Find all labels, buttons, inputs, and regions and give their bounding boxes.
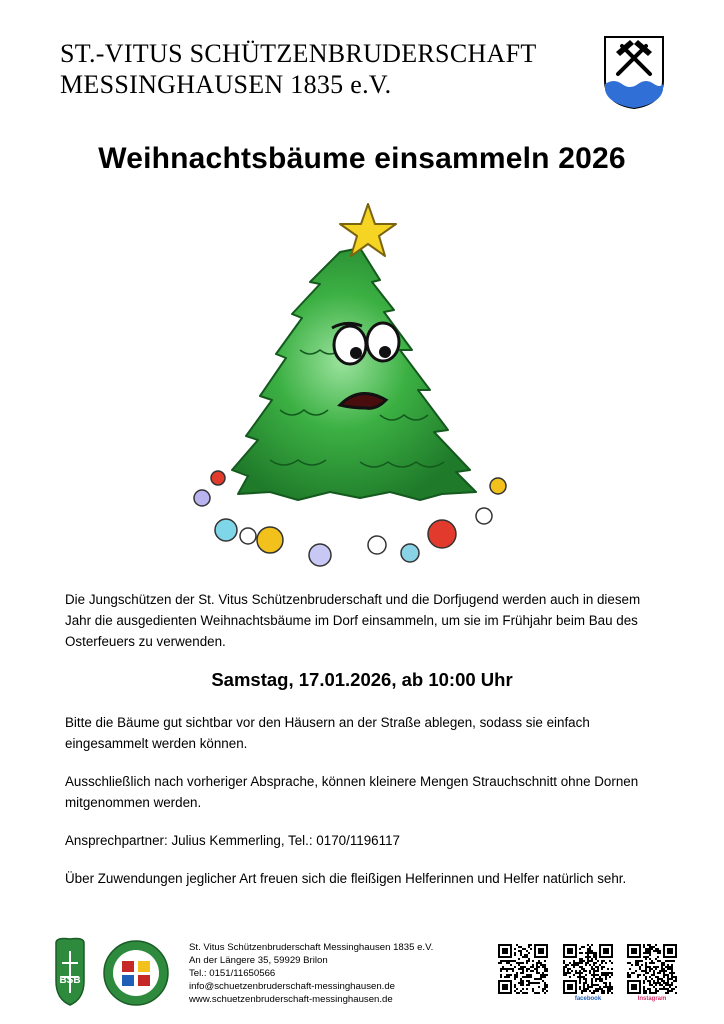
qr-code-icon[interactable] xyxy=(627,944,677,994)
shrub-cuttings-paragraph: Ausschließlich nach vorheriger Absprache, können kleinere Mengen Strauchschnitt ohne Dornen mitgenommen werden. xyxy=(65,774,639,810)
instagram-label: Instagram xyxy=(637,996,667,1002)
qr-code-icon[interactable] xyxy=(563,944,613,994)
svg-text:BSB: BSB xyxy=(59,975,81,986)
kreisschuetzenbund-logo xyxy=(104,941,168,1005)
christmas-tree-illustration xyxy=(180,200,520,580)
footer-org-name: St. Vitus Schützenbruderschaft Messinghausen 1835 e.V. xyxy=(189,942,434,953)
intro-paragraph: Die Jungschützen der St. Vitus Schützenbruderschaft und die Dorfjugend werden auch in diesem Jahr die ausgedienten Weihnachtsbäume im Dorf einsammeln, um sie im Frühjahr beim Bau des Osterfeuers zu verwenden. xyxy=(65,592,641,649)
organization-title xyxy=(60,38,537,100)
organization-title-line2: MESSINGHAUSEN 1835 e.V. xyxy=(60,70,392,99)
club-logos xyxy=(52,937,172,1007)
footer-contact xyxy=(189,941,433,1006)
bsb-shield-logo xyxy=(56,939,84,1006)
footer-website[interactable]: www.schuetzenbruderschaft-messinghausen.de xyxy=(189,994,393,1005)
event-date: Samstag, 17.01.2026, ab 10:00 Uhr xyxy=(211,669,513,690)
footer-phone: Tel.: 0151/11650566 xyxy=(189,968,276,979)
donations-paragraph: Über Zuwendungen jeglicher Art freuen sich die fleißigen Helferinnen und Helfer natürlich sehr. xyxy=(65,871,627,886)
contact-person: Ansprechpartner: Julius Kemmerling, Tel.: 0170/1196117 xyxy=(65,833,400,848)
footer-email[interactable]: info@schuetzenbruderschaft-messinghausen.de xyxy=(189,981,395,992)
page-title: Weihnachtsbäume einsammeln 2026 xyxy=(98,142,626,175)
crossed-hammers-crest-icon xyxy=(602,34,666,110)
qr-code-icon[interactable] xyxy=(498,944,548,994)
instruction-paragraph: Bitte die Bäume gut sichtbar vor den Häusern an der Straße ablegen, sodass sie einfach eingesammelt werden können. xyxy=(65,715,590,751)
footer-address: An der Längere 35, 59929 Brilon xyxy=(189,955,328,966)
organization-title-line1: ST.-VITUS SCHÜTZENBRUDERSCHAFT xyxy=(60,39,537,68)
facebook-label: facebook xyxy=(574,996,602,1002)
